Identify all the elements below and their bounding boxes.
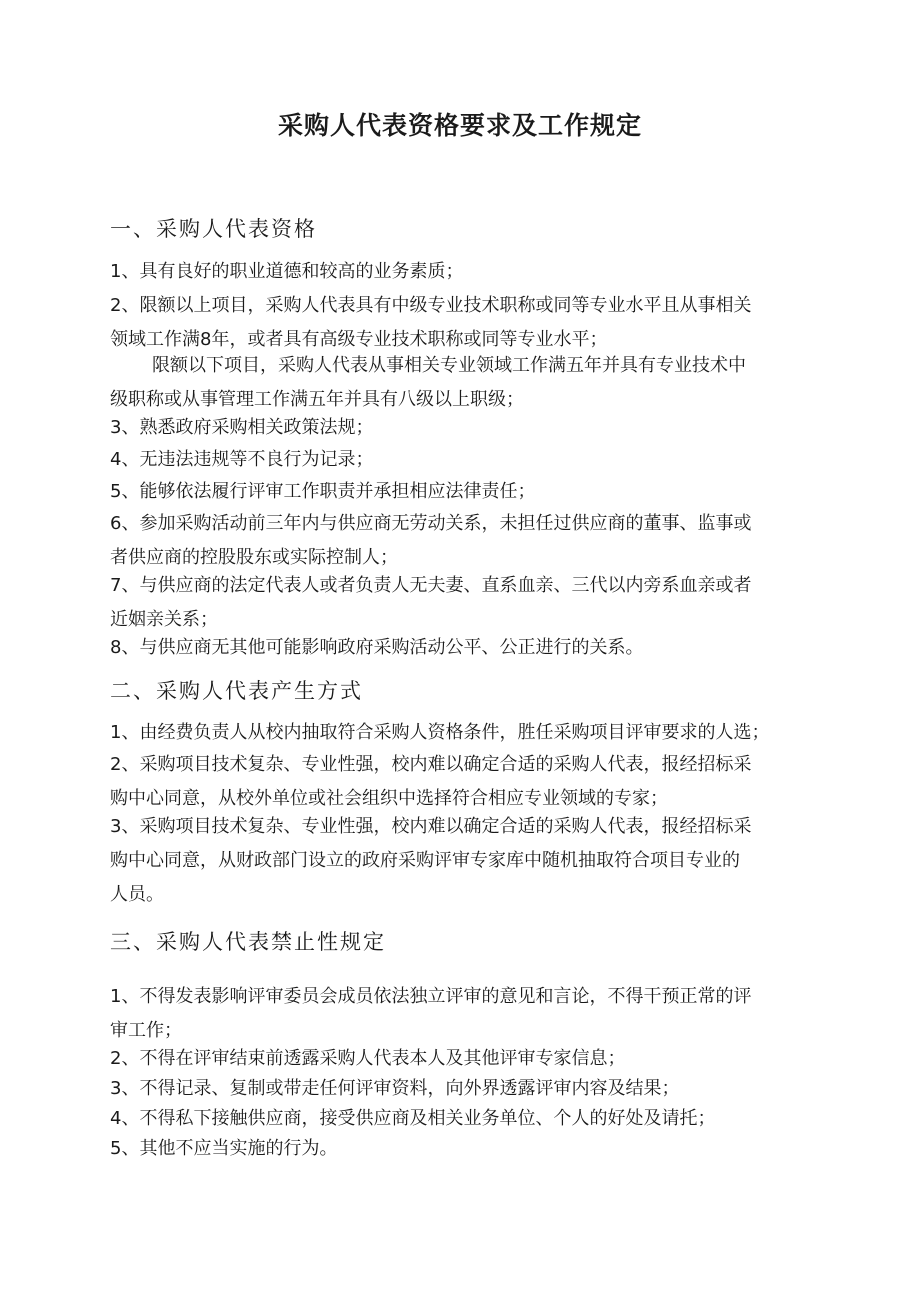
text-line: 8、与供应商无其他可能影响政府采购活动公平、公正进行的关系。 [110,637,644,658]
text-line: 5、能够依法履行评审工作职责并承担相应法律责任； [110,481,536,502]
prohibition-item-4 [110,1102,816,1136]
text-line: 1、具有良好的职业道德和较高的业务素质； [110,261,464,282]
text-line: 2、采购项目技术复杂、专业性强，校内难以确定合适的采购人代表，报经招标采 [110,754,752,775]
text-line: 级职称或从事管理工作满五年并具有八级以上职级； [110,389,524,410]
prohibition-item-3 [110,1072,816,1106]
prohibition-item-1 [110,980,816,1048]
qualification-item-8 [110,631,816,665]
qualification-item-5 [110,475,816,509]
qualification-item-4 [110,443,816,477]
prohibition-item-2 [110,1042,816,1076]
text-line: 7、与供应商的法定代表人或者负责人无夫妻、直系血亲、三代以内旁系血亲或者 [110,575,752,596]
text-line: 3、不得记录、复制或带走任何评审资料，向外界透露评审内容及结果； [110,1078,680,1099]
text-line: 购中心同意，从校外单位或社会组织中选择符合相应专业领域的专家； [110,788,668,809]
qualification-item-3 [110,411,816,445]
qualification-item-1 [110,255,816,289]
text-line: 近姻亲关系； [110,609,218,630]
document-title: 采购人代表资格要求及工作规定 [277,111,642,140]
text-line: 4、无违法违规等不良行为记录； [110,449,374,470]
text-line: 5、其他不应当实施的行为。 [110,1138,338,1159]
text-line: 3、采购项目技术复杂、专业性强，校内难以确定合适的采购人代表，报经招标采 [110,816,752,837]
prohibition-item-5 [110,1132,816,1166]
text-line: 1、不得发表影响评审委员会成员依法独立评审的意见和言论，不得干预正常的评 [110,986,752,1007]
qualification-item-2-below-limit [110,349,816,417]
selection-item-2 [110,748,816,816]
selection-item-3 [110,810,816,912]
section-heading-selection-method: 二、采购人代表产生方式 [110,679,363,703]
section-heading-prohibitions: 三、采购人代表禁止性规定 [110,930,386,954]
text-line: 4、不得私下接触供应商，接受供应商及相关业务单位、个人的好处及请托； [110,1108,716,1129]
text-line: 者供应商的控股股东或实际控制人； [110,547,398,568]
text-line: 2、限额以上项目，采购人代表具有中级专业技术职称或同等专业水平且从事相关 [110,295,752,316]
text-line: 购中心同意，从财政部门设立的政府采购评审专家库中随机抽取符合项目专业的 [110,850,740,871]
selection-item-1 [110,716,816,750]
text-line: 人员。 [110,884,164,905]
qualification-item-2 [110,289,816,357]
text-line: 2、不得在评审结束前透露采购人代表本人及其他评审专家信息； [110,1048,626,1069]
text-line: 6、参加采购活动前三年内与供应商无劳动关系，未担任过供应商的董事、监事或 [110,513,752,534]
qualification-item-6 [110,507,816,575]
qualification-item-7 [110,569,816,637]
text-line: 1、由经费负责人从校内抽取符合采购人资格条件，胜任采购项目评审要求的人选； [110,722,770,743]
section-heading-qualifications: 一、采购人代表资格 [110,217,317,241]
text-line: 3、熟悉政府采购相关政策法规； [110,417,374,438]
text-line: 限额以下项目，采购人代表从事相关专业领域工作满五年并具有专业技术中 [152,355,746,376]
text-line: 领域工作满8年，或者具有高级专业技术职称或同等专业水平； [110,329,608,350]
text-line: 审工作； [110,1020,182,1041]
